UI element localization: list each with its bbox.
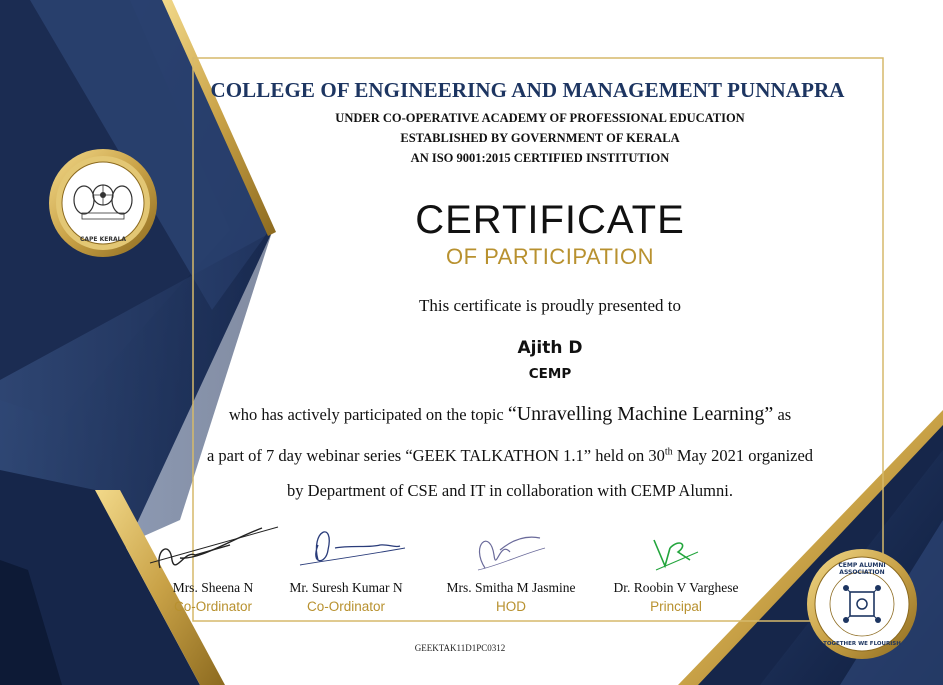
certificate-title: CERTIFICATE bbox=[415, 198, 685, 242]
signature-smitha bbox=[478, 537, 545, 570]
left-seal-text: CAPE KERALA bbox=[79, 236, 127, 243]
certificate-subtitle: OF PARTICIPATION bbox=[445, 244, 655, 269]
signatory-role: Co-Ordinator bbox=[173, 599, 253, 614]
signatory-role: HOD bbox=[496, 599, 526, 614]
college-establishment: ESTABLISHED BY GOVERNMENT OF KERALA bbox=[400, 131, 680, 145]
signature-roobin bbox=[654, 540, 698, 570]
right-seal-top-text: CEMP ALUMNI ASSOCIATION bbox=[838, 562, 886, 576]
description-line-3: by Department of CSE and IT in collaboration with CEMP Alumni. bbox=[287, 481, 733, 500]
presented-to-text: This certificate is proudly presented to bbox=[419, 296, 681, 315]
signature-sheena bbox=[150, 527, 278, 568]
recipient-institution: CEMP bbox=[528, 366, 572, 382]
description-part1: who has actively participated on the topic bbox=[228, 405, 504, 424]
college-iso: AN ISO 9001:2015 CERTIFIED INSTITUTION bbox=[410, 151, 670, 165]
signatory-name: Mrs. Sheena N bbox=[172, 580, 254, 595]
certificate-code: GEEKTAK11D1PC0312 bbox=[414, 643, 506, 653]
signatory-role: Co-Ordinator bbox=[306, 599, 386, 614]
description-line-2 bbox=[140, 446, 880, 466]
signatory-name: Mr. Suresh Kumar N bbox=[289, 580, 403, 595]
description-part2: as bbox=[777, 405, 792, 424]
right-seal-bottom-text: TOGETHER WE FLOURISH bbox=[823, 641, 901, 647]
description-line-1 bbox=[140, 403, 880, 426]
recipient-name: Ajith D bbox=[517, 338, 583, 358]
signature-suresh bbox=[300, 532, 405, 565]
description-part3: a part of 7 day webinar series “GEEK TALKATHON 1.1” held on 30 bbox=[206, 446, 665, 465]
date-suffix: th bbox=[664, 446, 673, 458]
description-part4: May 2021 organized bbox=[676, 446, 814, 465]
college-name: COLLEGE OF ENGINEERING AND MANAGEMENT PUNNAPRA bbox=[210, 78, 845, 102]
signatory-role: Principal bbox=[650, 599, 702, 614]
college-affiliation: UNDER CO-OPERATIVE ACADEMY OF PROFESSIONAL EDUCATION bbox=[335, 111, 745, 125]
webinar-topic: “Unravelling Machine Learning” bbox=[507, 403, 774, 425]
signatory-name: Dr. Roobin V Varghese bbox=[613, 580, 739, 595]
signatory-name: Mrs. Smitha M Jasmine bbox=[446, 580, 576, 595]
